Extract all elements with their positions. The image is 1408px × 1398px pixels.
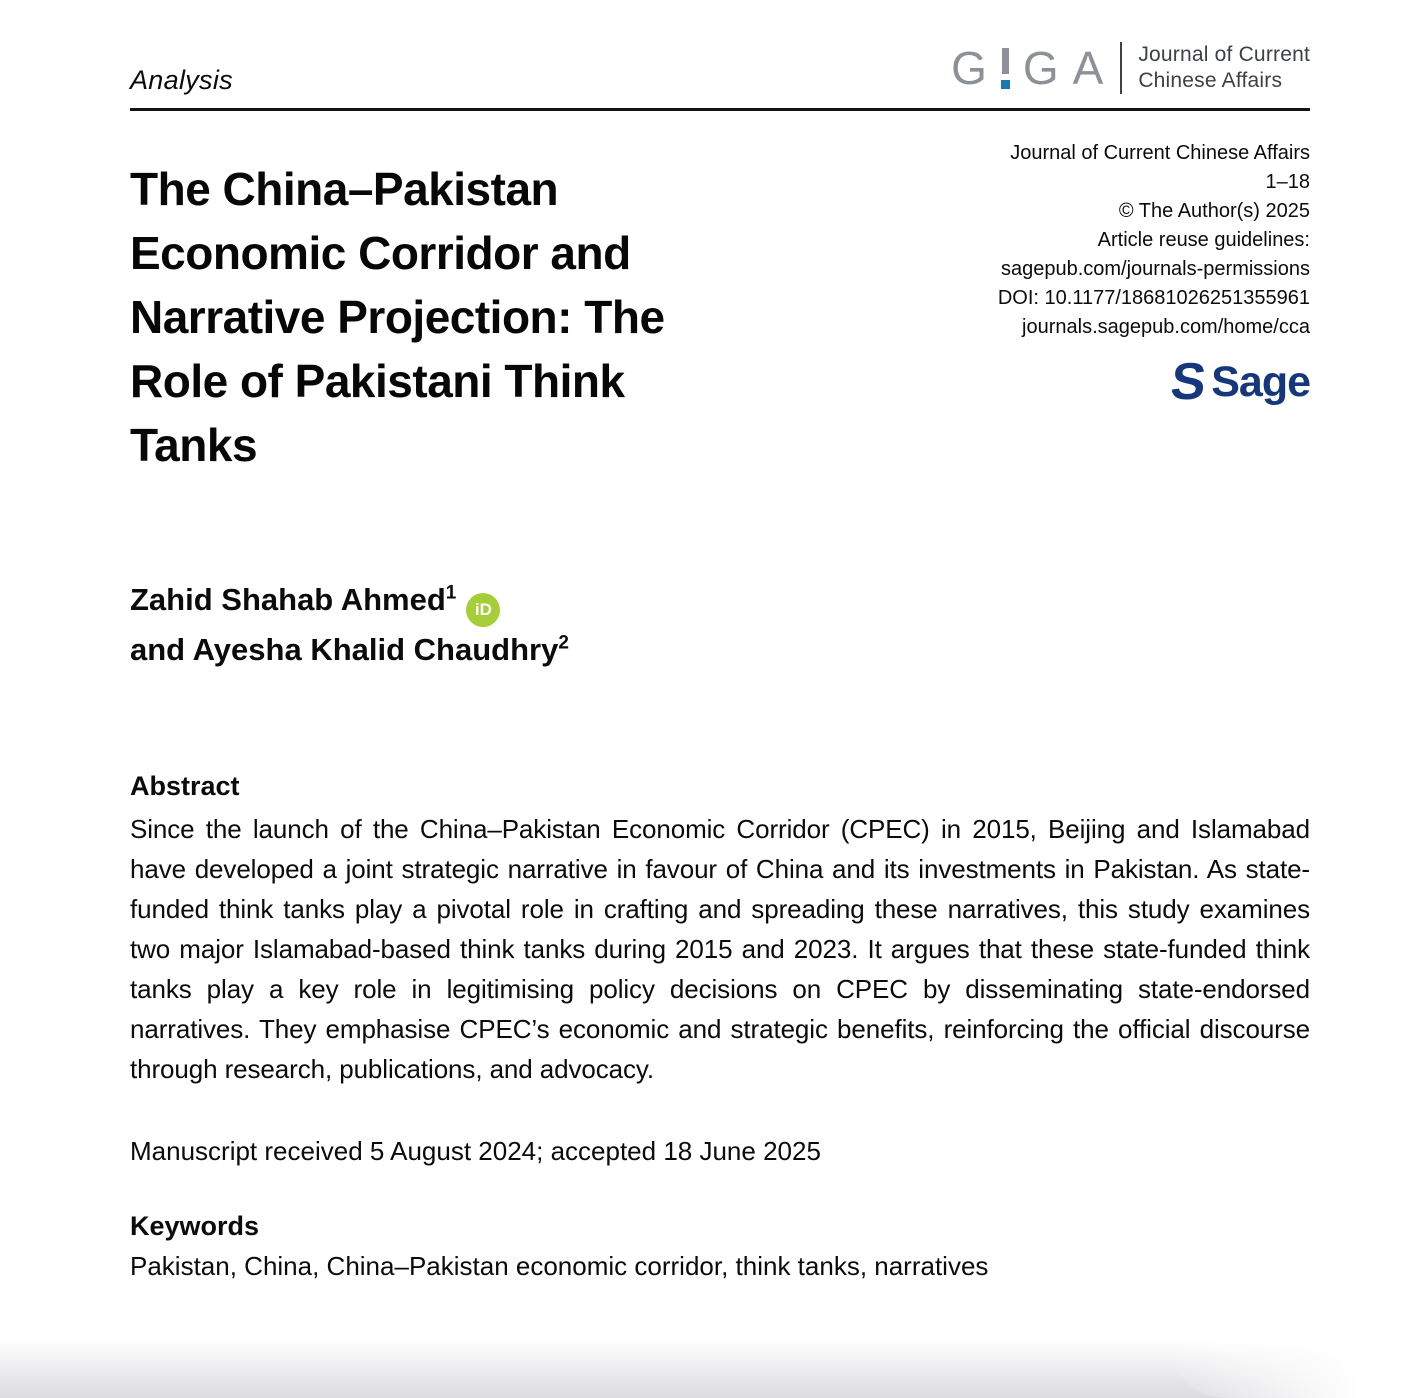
abstract-text: Since the launch of the China–Pakistan Economic Corridor (CPEC) in 2015, Beijing and Islamabad have developed a joint strategic narrative in favour of China and its investments in Pakistan. As state-funded think tanks play a pivotal role in crafting and spreading these narratives, this study examines two major Islamabad-based think tanks during 2015 and 2023. It argues that these state-funded think tanks play a key role in legitimising policy decisions on CPEC by disseminating state-endorsed narratives. They emphasise CPEC’s economic and strategic benefits, reinforcing the official discourse through research, publications, and advocacy. xyxy=(130,814,1310,1084)
manuscript-dates-note: Manuscript received 5 August 2024; accepted 18 June 2025 xyxy=(130,1136,821,1166)
sage-logo xyxy=(998,353,1310,411)
masthead-copyright: © The Author(s) 2025 xyxy=(1118,200,1310,222)
sage-s-icon: S xyxy=(1167,353,1207,411)
keywords-section xyxy=(130,1209,1310,1282)
giga-letter-a: A xyxy=(1072,42,1105,94)
page-header xyxy=(130,42,1310,98)
paper-title-line2: Economic Corridor and xyxy=(130,227,631,279)
masthead-journal-name: Journal of Current Chinese Affairs xyxy=(1010,142,1310,164)
masthead-permissions-link[interactable]: sagepub.com/journals-permissions xyxy=(1000,258,1310,280)
paper-title-line1: The China–Pakistan xyxy=(130,163,559,215)
abstract-heading: Abstract xyxy=(130,771,240,801)
paper-title-line4: Role of Pakistani Think xyxy=(130,355,625,407)
title-column xyxy=(130,137,890,477)
giga-i-stem xyxy=(1002,48,1009,74)
giga-i-blue-dot xyxy=(1001,80,1010,89)
keywords-heading: Keywords xyxy=(130,1211,260,1241)
author-line-2 xyxy=(130,627,1310,673)
masthead-doi: DOI: 10.1177/18681026251355961 xyxy=(997,287,1310,309)
author-1-name: Zahid Shahab Ahmed xyxy=(130,582,446,617)
author-line-1 xyxy=(130,577,1310,627)
giga-letter-i-icon xyxy=(1001,45,1010,89)
sage-wordmark: Sage xyxy=(1211,357,1310,406)
author-2-name: and Ayesha Khalid Chaudhry xyxy=(130,632,559,667)
keywords-list: Pakistan, China, China–Pakistan economic corridor, think tanks, narratives xyxy=(130,1251,989,1281)
masthead-info-block xyxy=(998,139,1310,342)
paper-title xyxy=(130,157,890,477)
masthead-page-range: 1–18 xyxy=(1265,171,1310,193)
giga-wordmark xyxy=(951,42,1105,94)
giga-journal-name-line2: Chinese Affairs xyxy=(1138,69,1283,92)
orcid-icon[interactable]: iD xyxy=(466,593,500,627)
giga-journal-name-line1: Journal of Current xyxy=(1138,43,1310,66)
article-category-label: Analysis xyxy=(130,65,233,95)
masthead-column xyxy=(998,137,1310,477)
author-1-affiliation-mark: 1 xyxy=(445,582,457,604)
giga-logo xyxy=(951,42,1310,94)
page-bottom-shadow xyxy=(0,1340,1408,1398)
giga-letter-g1: G xyxy=(951,42,988,94)
paper-title-line3: Narrative Projection: The xyxy=(130,291,665,343)
giga-journal-name xyxy=(1138,42,1310,94)
masthead-reuse-guidelines-label: Article reuse guidelines: xyxy=(1097,229,1310,251)
masthead-journal-home-link[interactable]: journals.sagepub.com/home/cca xyxy=(1022,316,1310,338)
abstract-section xyxy=(130,769,1310,1089)
header-rule xyxy=(130,108,1310,111)
giga-divider xyxy=(1120,42,1122,94)
author-block xyxy=(130,577,1310,673)
page-corner-highlight xyxy=(1168,1340,1408,1398)
giga-letter-g2: G xyxy=(1022,42,1060,94)
title-masthead-row xyxy=(130,137,1310,477)
paper-title-line5: Tanks xyxy=(130,419,258,471)
author-2-affiliation-mark: 2 xyxy=(558,632,569,654)
